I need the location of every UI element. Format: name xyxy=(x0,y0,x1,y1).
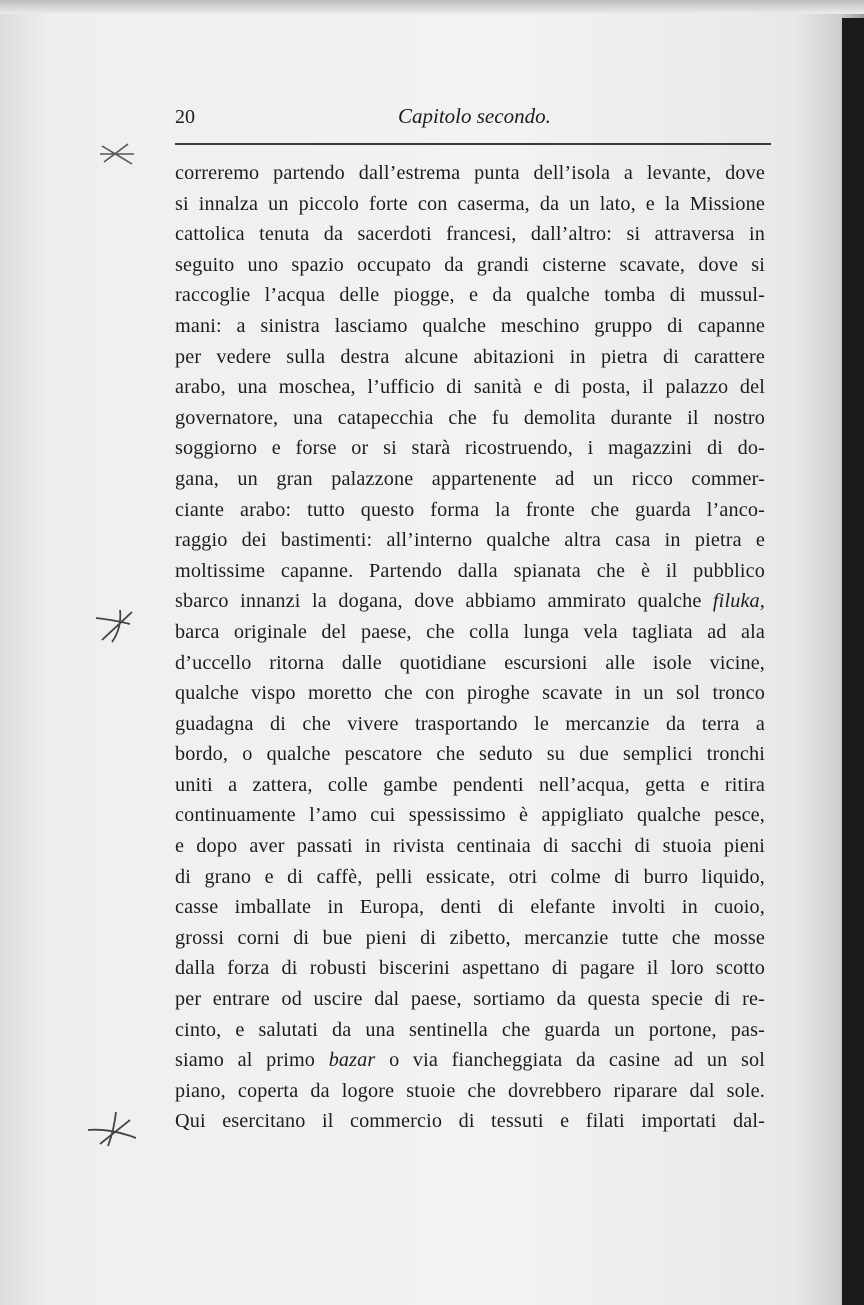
text-line: raggio dei bastimenti: all’interno qualche altra casa in pietra e xyxy=(175,529,765,552)
text-line: soggiorno e forse or si starà ricostruendo, i magazzini di do- xyxy=(175,437,765,460)
page-top-shadow xyxy=(0,0,864,14)
text-line: di grano e di caffè, pelli essicate, otri colme di burro liquido, xyxy=(175,865,765,888)
page-edge-shadow xyxy=(842,18,864,1305)
text-segment: o via fiancheggiata da casine ad un sol xyxy=(389,1049,765,1072)
text-line: raccoglie l’acqua delle piogge, e da qualche tomba di mussul- xyxy=(175,284,765,307)
text-segment: sbarco innanzi la dogana, dove abbiamo ammirato qualche xyxy=(175,590,702,613)
text-line-with-italic xyxy=(175,1045,765,1076)
italic-word: filuka, xyxy=(712,590,765,613)
text-line: piano, coperta da logore stuoie che dovrebbero riparare dal sole. xyxy=(175,1079,765,1102)
margin-mark-x-icon xyxy=(98,140,138,170)
running-title: Capitolo secondo. xyxy=(398,104,551,128)
text-line: d’uccello ritorna dalle quotidiane escursioni alle isole vicine, xyxy=(175,651,765,674)
text-line: casse imballate in Europa, denti di elefante involti in cuoio, xyxy=(175,896,765,919)
text-line: grossi corni di bue pieni di zibetto, mercanzie tutte che mosse xyxy=(175,926,765,949)
header-rule xyxy=(175,143,771,145)
text-line: dalla forza di robusti biscerini aspettano di pagare il loro scotto xyxy=(175,957,765,980)
text-line: cattolica tenuta da sacerdoti francesi, dall’altro: si attraversa in xyxy=(175,223,765,246)
text-line: arabo, una moschea, l’ufficio di sanità e di posta, il palazzo del xyxy=(175,376,765,399)
text-line: si innalza un piccolo forte con caserma, da un lato, e la Missione xyxy=(175,192,765,215)
text-line: governatore, una catapecchia che fu demolita durante il nostro xyxy=(175,406,765,429)
text-line: seguito uno spazio occupato da grandi cisterne scavate, dove si xyxy=(175,253,765,276)
text-line: moltissime capanne. Partendo dalla spianata che è il pubblico xyxy=(175,559,765,582)
text-line-with-italic xyxy=(175,586,765,617)
text-line: ciante arabo: tutto questo forma la fronte che guarda l’anco- xyxy=(175,498,765,521)
text-line: per entrare od uscire dal paese, sortiamo da questa specie di re- xyxy=(175,988,765,1011)
text-line: cinto, e salutati da una sentinella che guarda un portone, pas- xyxy=(175,1018,765,1041)
text-line: per vedere sulla destra alcune abitazioni in pietra di carattere xyxy=(175,345,765,368)
text-line: mani: a sinistra lasciamo qualche meschino gruppo di capanne xyxy=(175,314,765,337)
text-line: bordo, o qualche pescatore che seduto su due semplici tronchi xyxy=(175,743,765,766)
text-line: gana, un gran palazzone appartenente ad un ricco commer- xyxy=(175,467,765,490)
text-line: e dopo aver passati in rivista centinaia di sacchi di stuoia pieni xyxy=(175,835,765,858)
text-line: correremo partendo dall’estrema punta dell’isola a levante, dove xyxy=(175,162,765,184)
text-line: continuamente l’amo cui spessissimo è appigliato qualche pesce, xyxy=(175,804,765,827)
margin-mark-cross-icon-2 xyxy=(86,1108,142,1150)
text-line: guadagna di che vivere trasportando le mercanzie da terra a xyxy=(175,712,765,735)
text-line: qualche vispo moretto che con piroghe scavate in un sol tronco xyxy=(175,682,765,705)
text-line: barca originale del paese, che colla lunga vela tagliata ad ala xyxy=(175,620,765,643)
italic-word: bazar xyxy=(328,1049,376,1072)
body-text xyxy=(175,158,765,1137)
page-number: 20 xyxy=(175,106,195,128)
text-segment: siamo al primo xyxy=(175,1049,316,1072)
margin-mark-cross-icon xyxy=(92,606,144,646)
text-line: Qui esercitano il commercio di tessuti e filati importati dal- xyxy=(175,1110,765,1133)
text-line: uniti a zattera, colle gambe pendenti nell’acqua, getta e ritira xyxy=(175,773,765,796)
